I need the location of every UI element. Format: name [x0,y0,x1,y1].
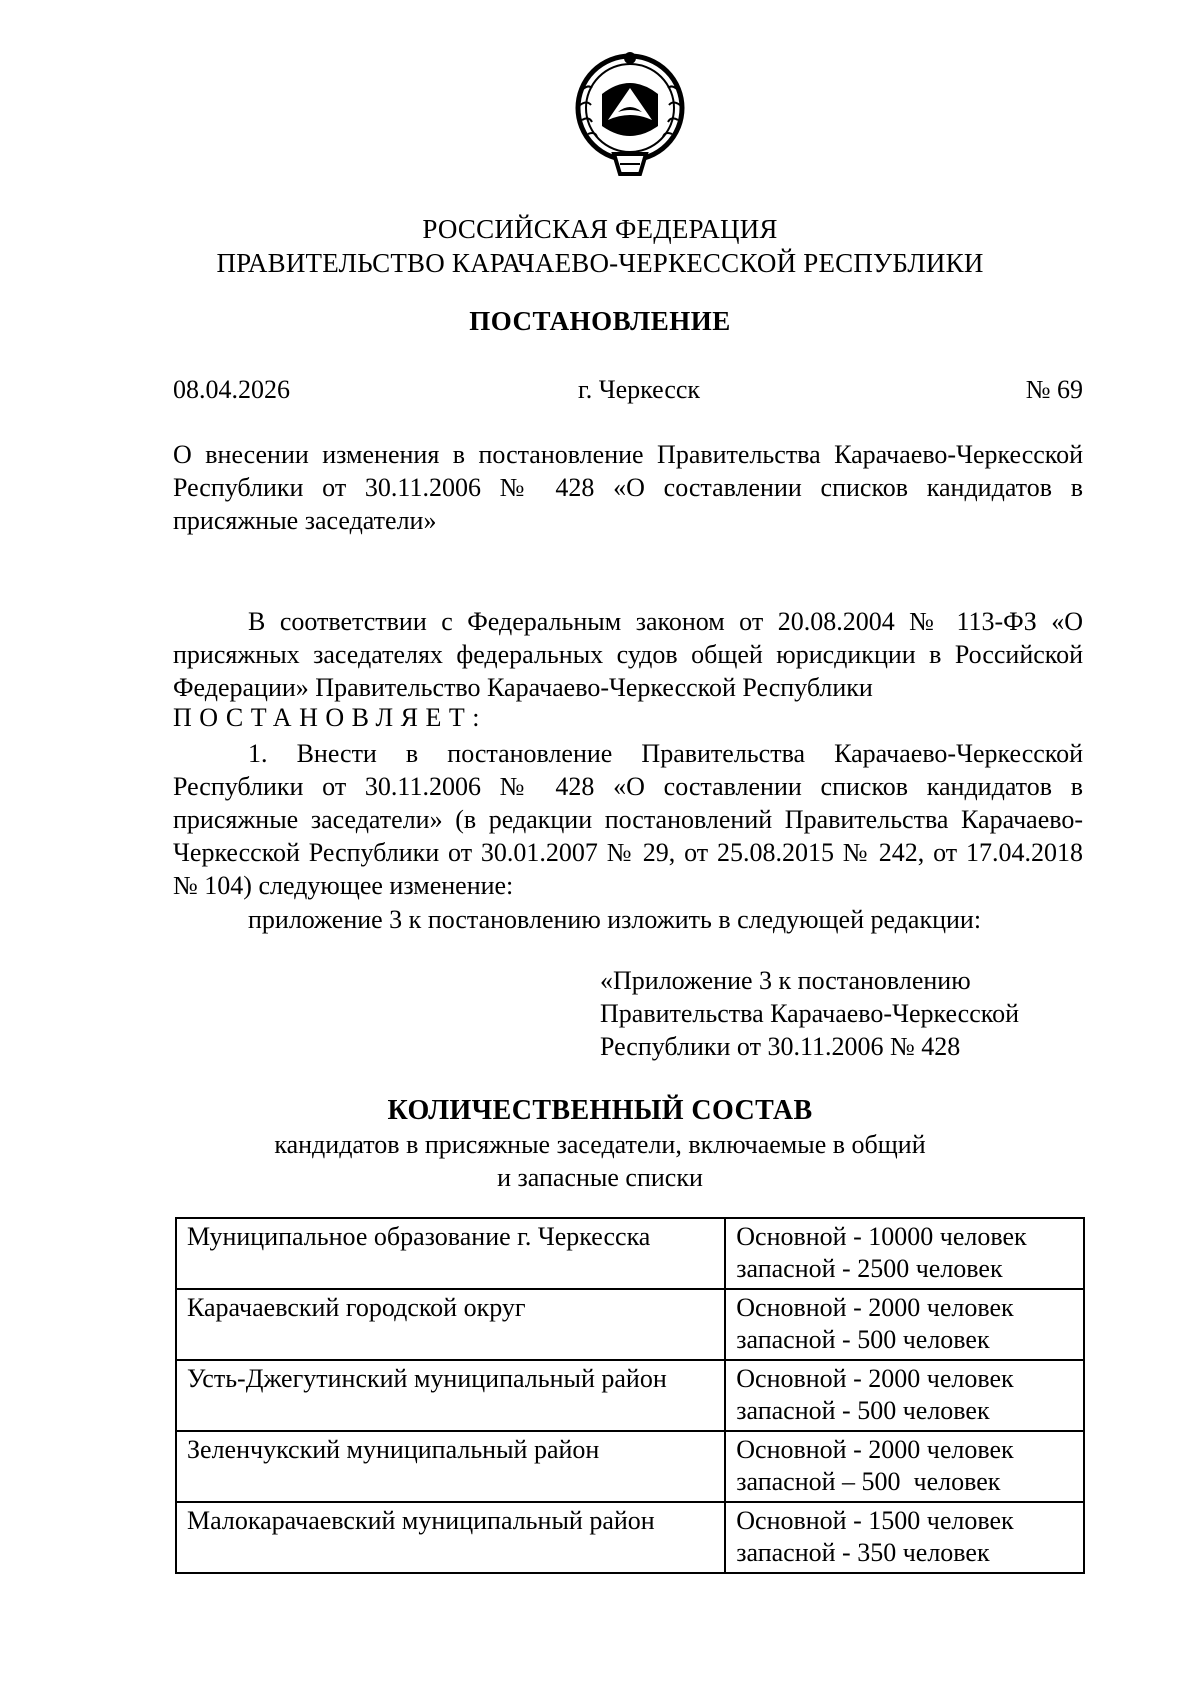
main-count: Основной - 10000 человек [736,1222,1027,1251]
annex-line: Правительства Карачаево-Черкесской [600,999,1019,1028]
reserve-count: запасной – 500 человек [736,1467,1001,1496]
candidate-counts [725,1289,1084,1360]
item-1-paragraph: 1. Внести в постановление Правительства Карачаево-Черкесской Республики от 30.11.2006 № 428 «О составлении списков кандидатов в присяжные заседатели» (в редакции постановлений Правительства Карачаево-Черкесской Республики от 30.01.2007 № 29, от 25.08.2015 № 242, от 17.04.2018 № 104) следующее изменение: [173,739,1083,900]
candidates-table [175,1217,1085,1574]
reserve-count: запасной - 2500 человек [736,1254,1003,1283]
municipality-name: Карачаевский городской округ [176,1289,725,1360]
annex-reference [600,964,1080,1063]
table-title: КОЛИЧЕСТВЕННЫЙ СОСТАВ [387,1095,813,1126]
coat-of-arms-emblem-icon [568,50,692,184]
table-subtitle: кандидатов в присяжные заседатели, включаемые в общий [274,1130,926,1159]
candidate-counts [725,1431,1084,1502]
item-1-continuation: приложение 3 к постановлению изложить в следующей редакции: [248,905,982,934]
municipality-name: Зеленчукский муниципальный район [176,1431,725,1502]
reserve-count: запасной - 500 человек [736,1396,990,1425]
reserve-count: запасной - 350 человек [736,1538,990,1567]
document-date: 08.04.2026 [173,375,290,404]
government-heading: ПРАВИТЕЛЬСТВО КАРАЧАЕВО-ЧЕРКЕССКОЙ РЕСПУБЛИКИ [216,248,984,278]
table-row [176,1218,1084,1289]
annex-line: «Приложение 3 к постановлению [600,966,971,995]
table-row [176,1431,1084,1502]
main-count: Основной - 1500 человек [736,1506,1014,1535]
table-row [176,1502,1084,1573]
preamble-paragraph: В соответствии с Федеральным законом от 20.08.2004 № 113-ФЗ «О присяжных заседателях федеральных судов общей юрисдикции в Российской Федерации» Правительство Карачаево-Черкесской Республики [173,607,1083,702]
document-type-title: ПОСТАНОВЛЕНИЕ [469,306,731,336]
table-row [176,1289,1084,1360]
table-row [176,1360,1084,1431]
candidate-counts [725,1360,1084,1431]
main-count: Основной - 2000 человек [736,1435,1014,1464]
main-count: Основной - 2000 человек [736,1364,1014,1393]
table-subtitle: и запасные списки [497,1163,703,1192]
candidate-counts [725,1502,1084,1573]
document-number: № 69 [1025,375,1083,404]
document-city: г. Черкесск [578,375,701,404]
municipality-name: Усть-Джегутинский муниципальный район [176,1360,725,1431]
reserve-count: запасной - 500 человек [736,1325,990,1354]
country-heading: РОССИЙСКАЯ ФЕДЕРАЦИЯ [422,214,778,244]
municipality-name: Малокарачаевский муниципальный район [176,1502,725,1573]
municipality-name: Муниципальное образование г. Черкесска [176,1218,725,1289]
document-subject: О внесении изменения в постановление Правительства Карачаево-Черкесской Республики от 30.11.2006 № 428 «О составлении списков кандидатов в присяжные заседатели» [173,440,1083,535]
main-count: Основной - 2000 человек [736,1293,1014,1322]
annex-line: Республики от 30.11.2006 № 428 [600,1032,961,1061]
candidate-counts [725,1218,1084,1289]
decree-word: ПОСТАНОВЛЯЕТ: [173,703,487,732]
